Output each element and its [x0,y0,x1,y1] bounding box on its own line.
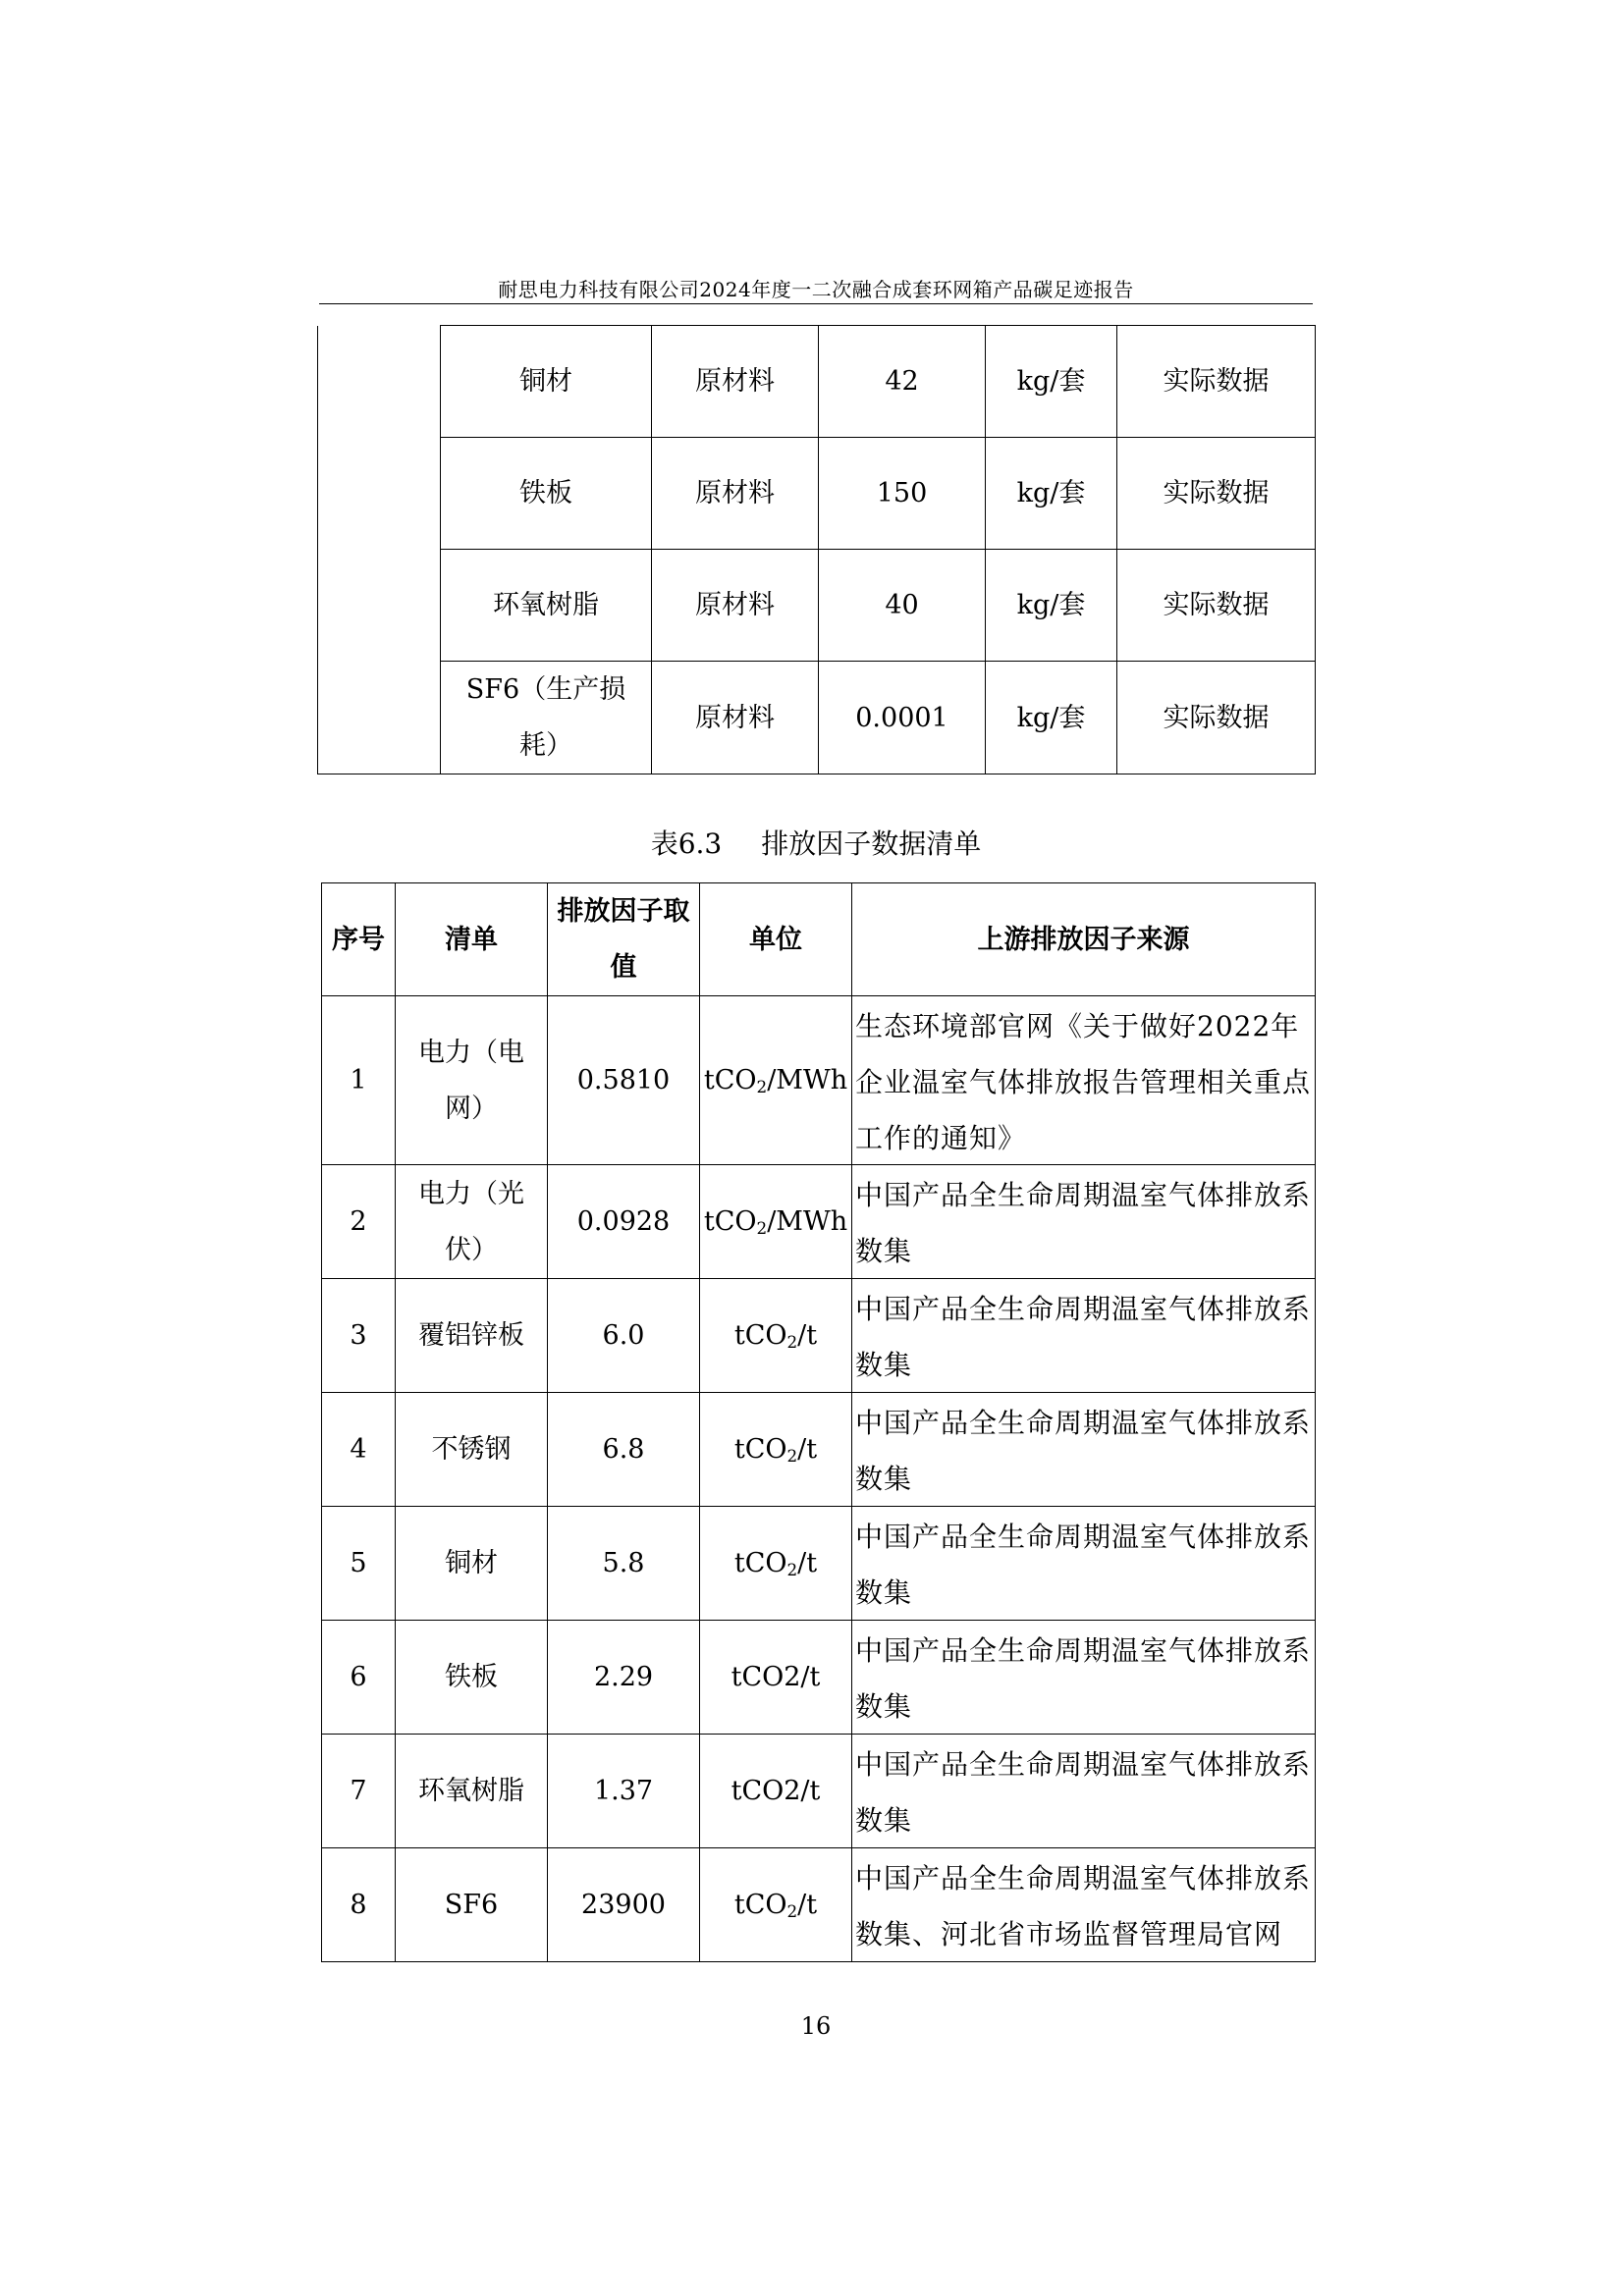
table-row [322,1735,1316,1848]
unit-text: tCO [733,1434,787,1465]
unit-subscript: 2 [756,1077,768,1097]
col-header-value-line: 排放因子取 [557,896,690,927]
row-item: SF6 [396,1848,548,1962]
unit-subscript: 2 [786,1332,798,1353]
unit-text: tCO [733,1548,787,1578]
row-index: 4 [322,1393,396,1507]
unit-text: /MWh [767,1065,848,1095]
unit-text: /t [797,1890,818,1920]
row-source-text: 中国产品全生命周期温室气体排放系数集 [855,1407,1312,1495]
material-category: 原材料 [652,550,819,662]
table-row [322,1279,1316,1393]
material-name: 环氧树脂 [441,550,652,662]
material-category: 原材料 [652,662,819,774]
unit-text: /t [797,1548,818,1578]
material-amount: 0.0001 [819,662,986,774]
row-unit [700,1848,852,1962]
row-source-text: 中国产品全生命周期温室气体排放系数集 [855,1293,1312,1381]
table-row [318,550,1316,662]
row-unit: tCO2/t [700,1621,852,1735]
material-source: 实际数据 [1117,662,1316,774]
row-source-text: 中国产品全生命周期温室气体排放系数集 [855,1179,1312,1267]
material-category: 原材料 [652,326,819,438]
material-name-line: 耗） [519,730,572,761]
row-item: 不锈钢 [396,1393,548,1507]
row-item-line: 电力（电 [418,1037,524,1068]
emission-factors-table [321,882,1316,1962]
row-item: 覆铝锌板 [396,1279,548,1393]
row-item-line: 电力（光 [418,1178,524,1209]
table-row [322,1507,1316,1621]
table-row [318,326,1316,438]
table-caption [319,823,1313,862]
unit-subscript: 2 [786,1560,798,1580]
table-row [322,1621,1316,1735]
row-item: 环氧树脂 [396,1735,548,1848]
unit-subscript: 2 [756,1218,768,1239]
table-row [318,438,1316,550]
row-index: 5 [322,1507,396,1621]
row-unit [700,1507,852,1621]
row-value: 23900 [548,1848,700,1962]
row-source-text: 中国产品全生命周期温室气体排放系数集 [855,1748,1312,1837]
row-index: 8 [322,1848,396,1962]
material-name [441,662,652,774]
row-value: 2.29 [548,1621,700,1735]
row-source [852,1735,1316,1848]
row-index: 3 [322,1279,396,1393]
row-index: 7 [322,1735,396,1848]
table-row [322,1848,1316,1962]
row-unit [700,1279,852,1393]
table-row [322,1165,1316,1279]
material-amount: 42 [819,326,986,438]
material-unit: kg/套 [986,438,1117,550]
material-amount: 150 [819,438,986,550]
merged-blank-cell [318,326,441,774]
running-header: 耐思电力科技有限公司2024年度一二次融合成套环网箱产品碳足迹报告 [498,278,1134,301]
row-source-text: 中国产品全生命周期温室气体排放系数集 [855,1634,1312,1723]
row-source [852,1279,1316,1393]
table-row [322,1393,1316,1507]
row-item: 铜材 [396,1507,548,1621]
row-index: 6 [322,1621,396,1735]
row-value: 1.37 [548,1735,700,1848]
caption-title: 排放因子数据清单 [761,828,982,860]
row-item [396,1165,548,1279]
row-value: 0.0928 [548,1165,700,1279]
row-item-line: 网） [445,1093,498,1124]
header-rule [319,303,1313,304]
row-index: 1 [322,996,396,1165]
col-header-item: 清单 [396,883,548,996]
table-header-row [322,883,1316,996]
row-item-line: 伏） [445,1234,498,1265]
page-number: 16 [800,2012,832,2040]
unit-text: tCO [733,1890,787,1920]
table-row [322,996,1316,1165]
row-source-text: 中国产品全生命周期温室气体排放系数集、河北省市场监督管理局官网 [855,1862,1312,1950]
row-index: 2 [322,1165,396,1279]
material-unit: kg/套 [986,550,1117,662]
col-header-value-line: 值 [610,952,637,983]
unit-subscript: 2 [786,1446,798,1467]
unit-text: /MWh [767,1206,848,1237]
material-source: 实际数据 [1117,326,1316,438]
row-item [396,996,548,1165]
material-unit: kg/套 [986,326,1117,438]
row-source-text: 中国产品全生命周期温室气体排放系数集 [855,1521,1312,1609]
material-source: 实际数据 [1117,550,1316,662]
material-unit: kg/套 [986,662,1117,774]
row-value: 6.0 [548,1279,700,1393]
row-unit [700,996,852,1165]
col-header-value [548,883,700,996]
unit-text: tCO [703,1206,757,1237]
row-unit [700,1165,852,1279]
material-category: 原材料 [652,438,819,550]
row-unit: tCO2/t [700,1735,852,1848]
material-source: 实际数据 [1117,438,1316,550]
unit-text: /t [797,1320,818,1351]
unit-subscript: 2 [786,1901,798,1922]
row-source-text: 生态环境部官网《关于做好2022年企业温室气体排放报告管理相关重点工作的通知》 [855,1010,1312,1154]
materials-table [317,325,1316,774]
unit-text: /t [797,1434,818,1465]
col-header-source: 上游排放因子来源 [852,883,1316,996]
row-value: 6.8 [548,1393,700,1507]
row-value: 0.5810 [548,996,700,1165]
row-source [852,1393,1316,1507]
row-unit [700,1393,852,1507]
row-source [852,1507,1316,1621]
material-amount: 40 [819,550,986,662]
col-header-unit: 单位 [700,883,852,996]
row-source [852,1621,1316,1735]
material-name: 铁板 [441,438,652,550]
unit-text: tCO [733,1320,787,1351]
material-name-line: SF6（生产损 [465,674,626,705]
row-value: 5.8 [548,1507,700,1621]
caption-number: 表6.3 [650,828,723,860]
row-item: 铁板 [396,1621,548,1735]
unit-text: tCO [703,1065,757,1095]
row-source [852,1848,1316,1962]
material-name: 铜材 [441,326,652,438]
col-header-index: 序号 [322,883,396,996]
table-row [318,662,1316,774]
row-source [852,996,1316,1165]
row-source [852,1165,1316,1279]
